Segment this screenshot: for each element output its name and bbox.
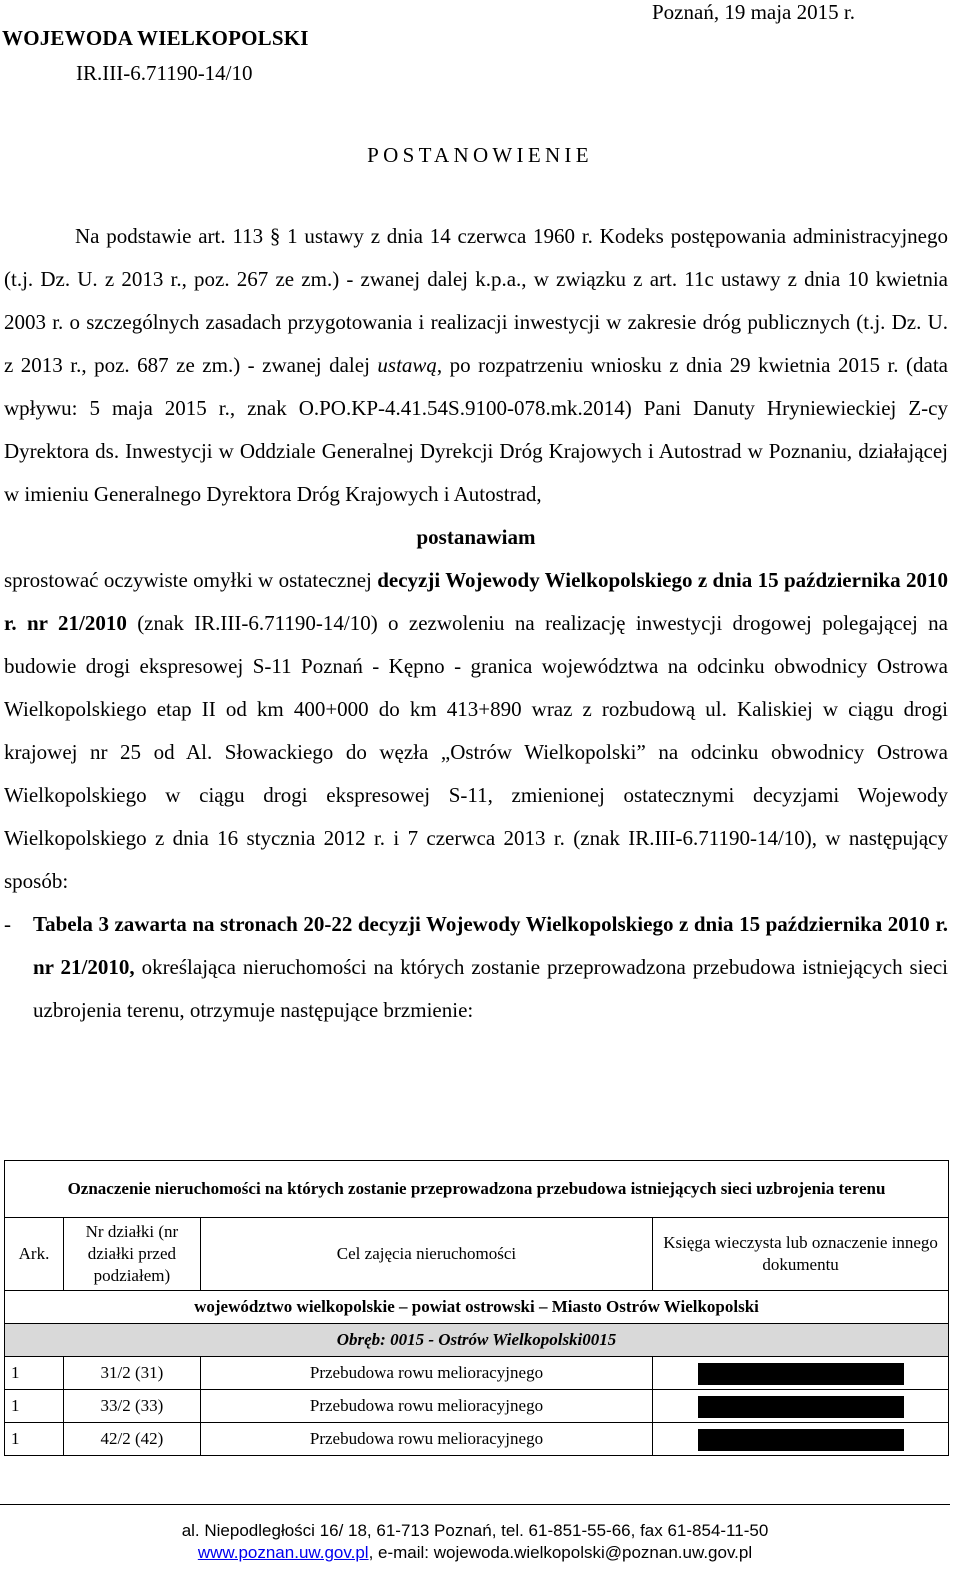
- document-title: POSTANOWIENIE: [367, 143, 593, 167]
- website-link[interactable]: www.poznan.uw.gov.pl: [197, 1543, 369, 1562]
- cell-ark: 1: [5, 1423, 64, 1456]
- footer-contact: [0, 1542, 950, 1564]
- footer-email: , e-mail: wojewoda.wielkopolski@poznan.uw.gov.pl: [368, 1543, 753, 1562]
- cell-purpose: Przebudowa rowu melioracyjnego: [200, 1390, 652, 1423]
- bullet-dash: -: [4, 912, 11, 936]
- decision-paragraph: [4, 559, 948, 903]
- cell-parcel: 33/2 (33): [63, 1390, 200, 1423]
- footer-divider: [0, 1504, 950, 1505]
- cell-ark: 1: [5, 1390, 64, 1423]
- col-header-register: Księga wieczysta lub oznaczenie innego dokumentu: [653, 1218, 949, 1291]
- legal-basis-paragraph: [4, 215, 948, 516]
- table-row: [5, 1423, 949, 1456]
- col-header-parcel: Nr działki (nr działki przed podziałem): [63, 1218, 200, 1291]
- footer: [0, 1520, 950, 1564]
- cell-register: [653, 1423, 949, 1456]
- col-header-ark: Ark.: [5, 1218, 64, 1291]
- decision-text-cont: (znak IR.III-6.71190-14/10) o zezwoleniu na realizację inwestycji drogowej polegającej na budowie drogi ekspresowej S-11 Poznań - Kępno - granica województwa na odcinku obwodnicy Ostrowa Wielkopolskiego etap II od km 400+000 do km 413+890 wraz z rozbudową ul. Kaliskiej w ciągu drogi krajowej nr 25 od Al. Słowackiego do węzła „Ostrów Wielkopolski” na odcinku obwodnicy Ostrowa Wielkopolskiego w ciągu drogi ekspresowej S-11, zmienionej ostatecznymi decyzjami Wojewody Wielkopolskiego z dnia 16 stycznia 2012 r. i 7 czerwca 2013 r. (znak IR.III-6.71190-14/10), w następujący sposób:: [4, 611, 948, 893]
- referenced-decision: decyzji Wojewody Wielkopolskiego z dnia 15 października 2010 r. nr 21/2010: [4, 568, 948, 635]
- property-table: [4, 1160, 949, 1456]
- amendment-text: określająca nieruchomości na których zostanie przeprowadzona przebudowa istniejących sieci uzbrojenia terenu, otrzymuje następujące brzmienie:: [33, 955, 948, 1022]
- precinct-row: Obręb: 0015 - Ostrów Wielkopolski0015: [5, 1324, 949, 1357]
- cell-parcel: 42/2 (42): [63, 1423, 200, 1456]
- redaction-bar: [698, 1396, 904, 1418]
- legal-basis-text-cont: , po rozpatrzeniu wniosku z dnia 29 kwietnia 2015 r. (data wpływu: 5 maja 2015 r., znak O.PO.KP-4.41.54S.9100-078.mk.2014) Pani Danuty Hryniewieckiej Z-cy Dyrektora ds. Inwestycji w Oddziale Generalnej Dyrekcji Dróg Krajowych i Autostrad w Poznaniu, działającej w imieniu Generalnego Dyrektora Dróg Krajowych i Autostrad,: [4, 353, 948, 506]
- cell-purpose: Przebudowa rowu melioracyjnego: [200, 1357, 652, 1390]
- cell-parcel: 31/2 (31): [63, 1357, 200, 1390]
- redaction-bar: [698, 1363, 904, 1385]
- defined-term: ustawą: [377, 353, 437, 377]
- amendment-item: [4, 903, 948, 1032]
- place-and-date: Poznań, 19 maja 2015 r.: [652, 0, 855, 24]
- region-row: województwo wielkopolskie – powiat ostrowski – Miasto Ostrów Wielkopolski: [5, 1291, 949, 1324]
- cell-register: [653, 1357, 949, 1390]
- issuing-authority: WOJEWODA WIELKOPOLSKI: [2, 26, 309, 50]
- document-body: [4, 215, 948, 1032]
- cell-register: [653, 1390, 949, 1423]
- cell-ark: 1: [5, 1357, 64, 1390]
- decision-text: sprostować oczywiste omyłki w ostatecznej: [4, 568, 378, 592]
- col-header-purpose: Cel zajęcia nieruchomości: [200, 1218, 652, 1291]
- legal-basis-text: Na podstawie art. 113 § 1 ustawy z dnia 14 czerwca 1960 r. Kodeks postępowania administracyjnego (t.j. Dz. U. z 2013 r., poz. 267 ze zm.) - zwanej dalej k.p.a., w związku z art. 11c ustawy z dnia 10 kwietnia 2003 r. o szczególnych zasadach przygotowania i realizacji inwestycji w zakresie dróg publicznych (t.j. Dz. U. z 2013 r., poz. 687 ze zm.) - zwanej dalej: [4, 224, 948, 377]
- footer-address: al. Niepodległości 16/ 18, 61-713 Poznań, tel. 61-851-55-66, fax 61-854-11-50: [181, 1521, 769, 1540]
- cell-purpose: Przebudowa rowu melioracyjnego: [200, 1423, 652, 1456]
- decision-word: postanawiam: [416, 525, 536, 549]
- header-left: [2, 26, 309, 86]
- table-row: [5, 1357, 949, 1390]
- table-row: [5, 1390, 949, 1423]
- case-reference: IR.III-6.71190-14/10: [76, 61, 253, 85]
- table-header-row: [5, 1218, 949, 1291]
- redaction-bar: [698, 1429, 904, 1451]
- amendment-table-ref: Tabela 3 zawarta na stronach 20-22 decyzji Wojewody Wielkopolskiego z dnia 15 października 2010 r. nr 21/2010,: [33, 912, 948, 979]
- table-title: Oznaczenie nieruchomości na których zostanie przeprowadzona przebudowa istniejących sieci uzbrojenia terenu: [5, 1161, 949, 1218]
